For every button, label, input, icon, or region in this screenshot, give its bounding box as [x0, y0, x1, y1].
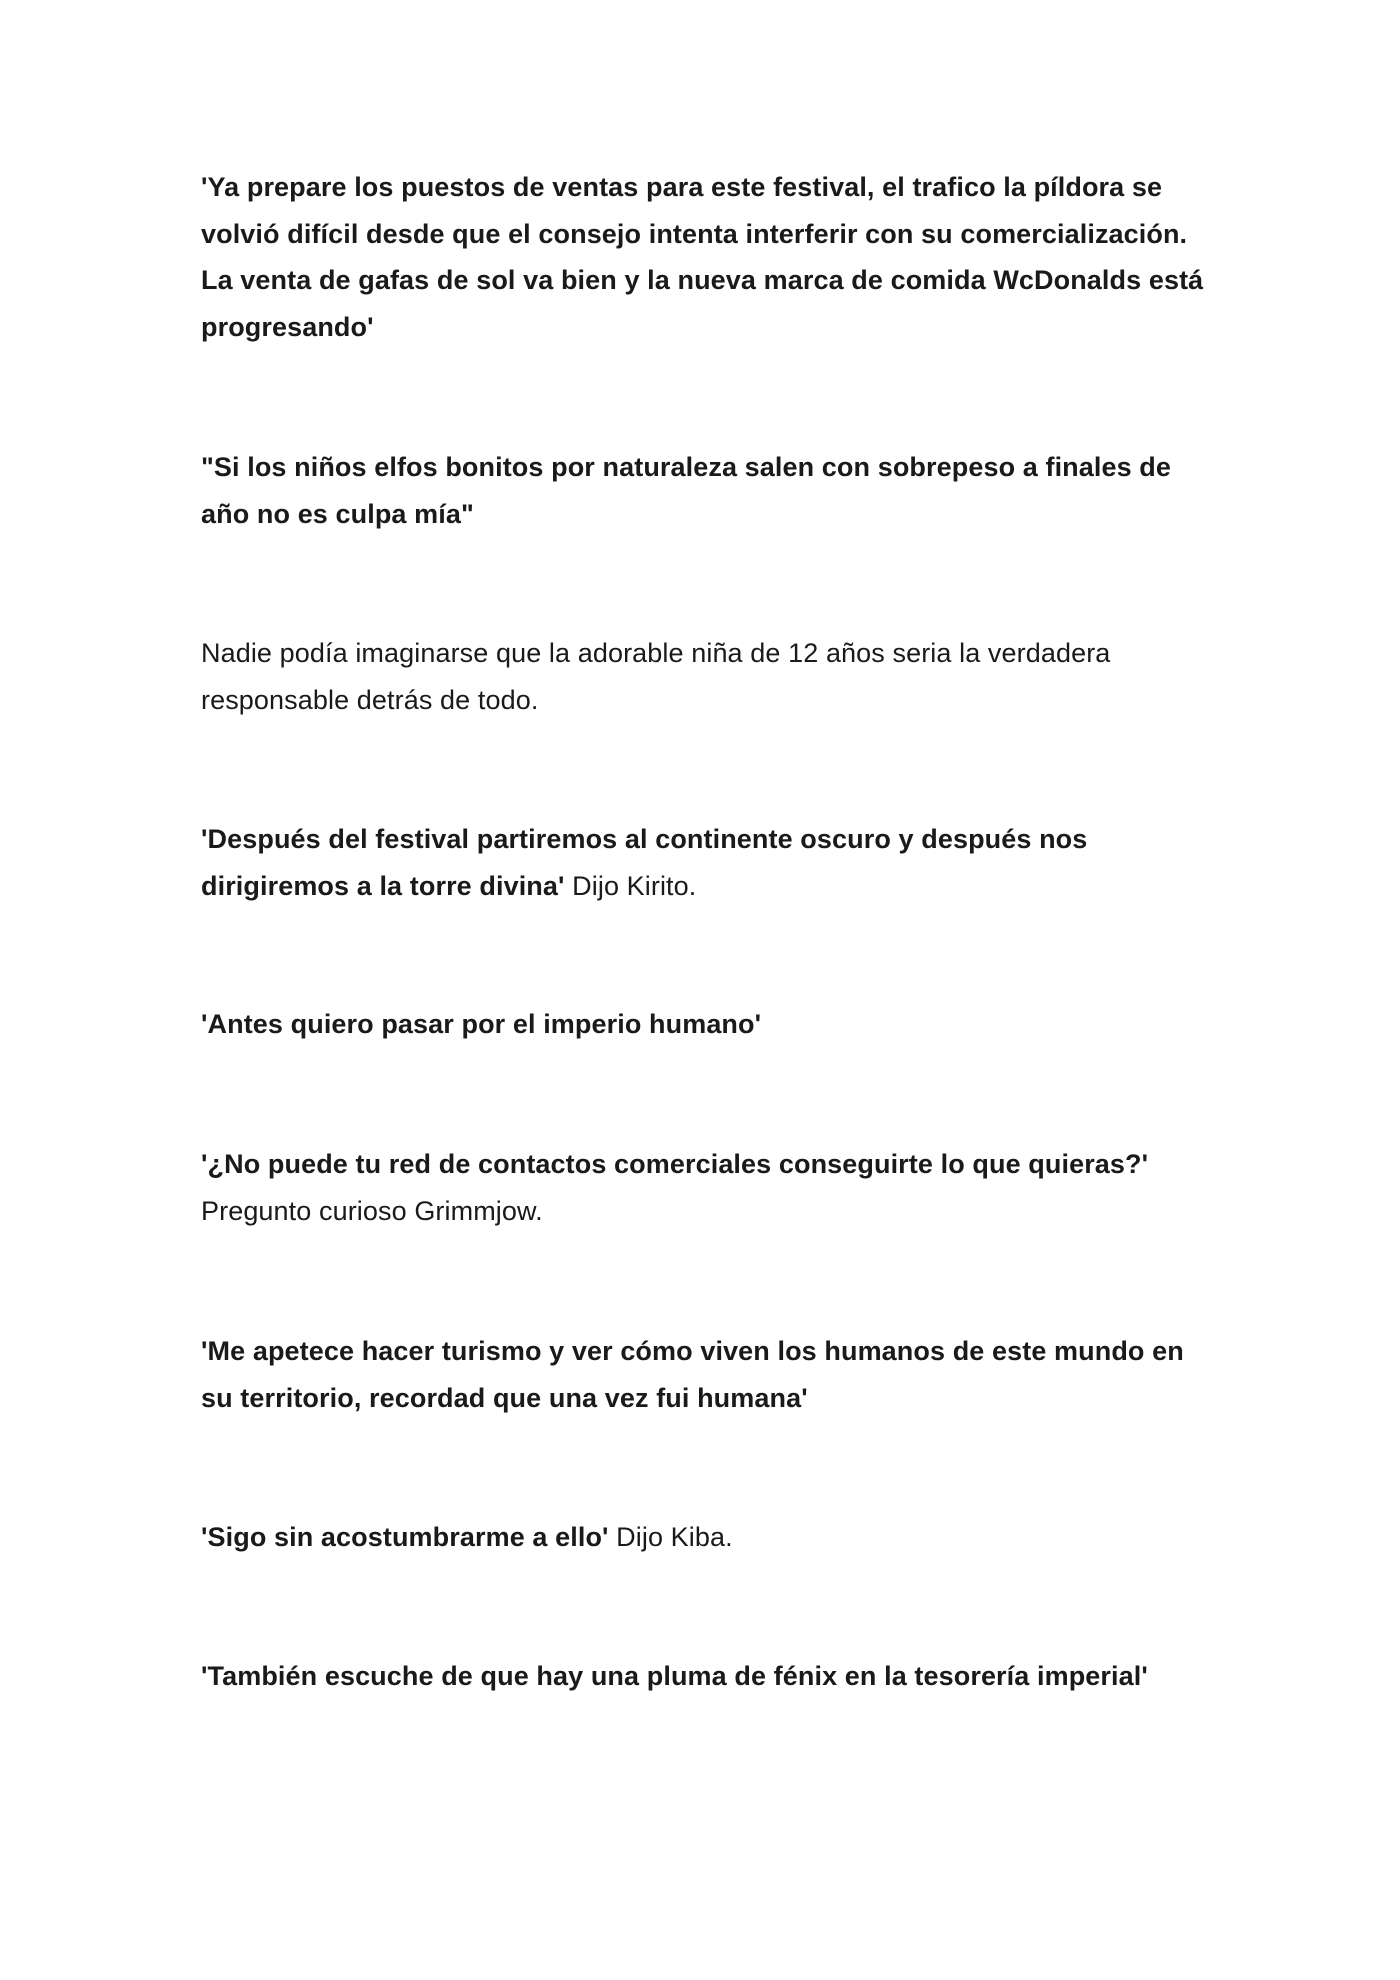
dialogue-text: 'Después del festival partiremos al continente oscuro y después nos dirigiremos a la torre divina': [201, 824, 1088, 901]
dialogue-text: 'Me apetece hacer turismo y ver cómo viven los humanos de este mundo en su territorio, recordad que una vez fui humana': [201, 1336, 1184, 1413]
dialogue-text: 'Sigo sin acostumbrarme a ello': [201, 1522, 609, 1552]
dialogue-text: 'También escuche de que hay una pluma de fénix en la tesorería imperial': [201, 1661, 1148, 1691]
paragraph: [201, 1514, 1211, 1561]
narration-text: Nadie podía imaginarse que la adorable niña de 12 años seria la verdadera responsable detrás de todo.: [201, 638, 1111, 715]
paragraph: [201, 1141, 1211, 1234]
paragraph: [201, 444, 1211, 537]
narration-text: Dijo Kirito.: [564, 870, 697, 901]
paragraph: [201, 1328, 1211, 1421]
dialogue-text: 'Ya prepare los puestos de ventas para este festival, el trafico la píldora se volvió difícil desde que el consejo intenta interferir con su comercialización. La venta de gafas de sol va bien y la nueva marca de comida WcDonalds está progresando': [201, 172, 1204, 342]
paragraph: [201, 630, 1211, 723]
paragraph: [201, 164, 1211, 350]
dialogue-text: 'Antes quiero pasar por el imperio humano': [201, 1009, 762, 1039]
dialogue-text: '¿No puede tu red de contactos comerciales conseguirte lo que quieras?': [201, 1149, 1149, 1179]
paragraph: [201, 1001, 1211, 1048]
narration-text: Dijo Kiba.: [608, 1522, 733, 1552]
paragraph: [201, 816, 1211, 909]
paragraph: [201, 1653, 1211, 1700]
narration-text: Pregunto curioso Grimmjow.: [201, 1195, 543, 1226]
dialogue-text: "Si los niños elfos bonitos por naturaleza salen con sobrepeso a finales de año no es culpa mía": [201, 452, 1172, 529]
